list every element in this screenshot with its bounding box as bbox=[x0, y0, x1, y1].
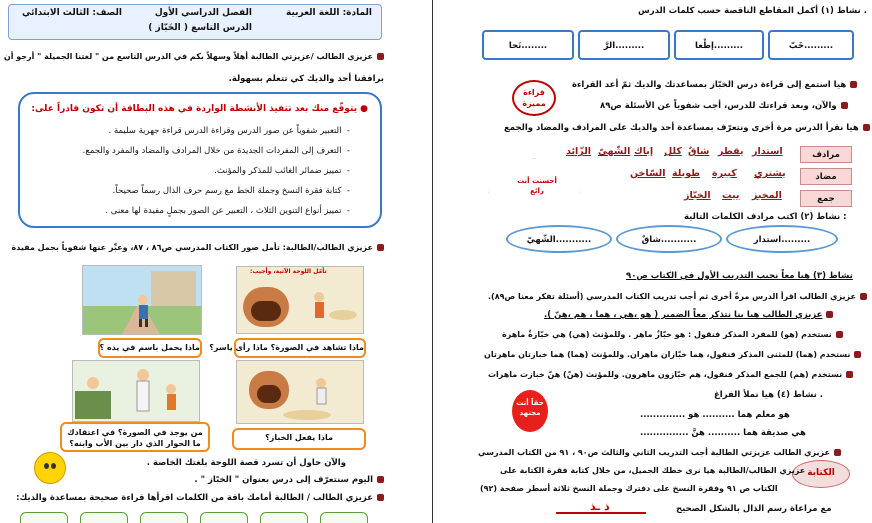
balloon-icon: حقاً أنت مجتهد bbox=[512, 390, 548, 432]
syllable-box[interactable]: نَحا........ bbox=[482, 30, 574, 60]
writing-line-2: الكتاب ص ٩١ وفقرة النسخ على دفترك وجملة النسخ ثلاثة أسطر صفحة (٩٢) bbox=[480, 484, 778, 493]
activity-4-title: نشاط (٤) هيا نملأ الفراغ . bbox=[714, 390, 824, 400]
term-label: الفصل الدراسي الأول bbox=[154, 8, 252, 18]
activity-3-text-2: عزيزي الطالب هيا بنا نتذكر معاً الضمير ( هو ،هي ، هما ، هم ،هنّ ). bbox=[544, 310, 823, 320]
bullet-icon bbox=[863, 124, 870, 131]
fill-line-2: هي صديقة هما .......... هنَّ ............... bbox=[640, 428, 806, 438]
left-page bbox=[0, 0, 392, 523]
vocab-word: كلل bbox=[664, 146, 682, 157]
vocab-word: يشتري bbox=[754, 168, 786, 179]
bullet-icon bbox=[836, 331, 843, 338]
picture-question-caption: ماذا يفعل الخباز؟ bbox=[232, 428, 366, 450]
pronoun-line bbox=[502, 330, 843, 339]
objective-text: تمييز أنواع التنوين الثلاث ، التعبير عن الصور بجملٍ مفيدة لها معنى . bbox=[105, 206, 342, 216]
plural-label: جمع bbox=[800, 190, 852, 207]
vocab-word: الزّائد bbox=[566, 146, 592, 157]
objective-text: تمييز ضمائر الغائب للمذكر والمؤنث. bbox=[214, 166, 342, 176]
activity-3-text-1: عزيزي الطالب اقرأ الدرس مرةً أخرى ثم أجب تدريب الكتاب المدرسي (أسئلة تفكر معنا ص٨٩). bbox=[488, 292, 856, 301]
pronoun-text: نستخدم (هما) للمثنى المذكر فنقول، هما خبّازان ماهران. وللمؤنث (هما) هما خبازتان ماهرتان bbox=[484, 350, 851, 359]
activity-2-title: نشاط (٢) اكتب مرادف الكلمات التالية : bbox=[684, 212, 847, 222]
word-card bbox=[80, 512, 128, 523]
story-prompt: والآن حاول أن تسرد قصة اللوحة بلغتك الخاصة . bbox=[146, 458, 346, 468]
listen-line bbox=[572, 80, 857, 90]
page-divider bbox=[432, 0, 433, 523]
words-instruction bbox=[16, 493, 384, 503]
vocab-word: طويلة bbox=[672, 168, 701, 179]
antonym-label: مضاد bbox=[800, 168, 852, 185]
syllable-box[interactable]: خَبّ......... bbox=[768, 30, 854, 60]
picture-question-caption: من يوجد في الصورة؟ في اعتقادك ما الحوار الذي دار بين الأب وابنه؟ bbox=[60, 422, 210, 452]
baker-picture bbox=[236, 360, 364, 424]
vocab-word: المخبز bbox=[752, 190, 782, 201]
writing-line-3: مع مراعاة رسم الذال بالشكل الصحيح bbox=[676, 504, 832, 514]
bullet-icon bbox=[826, 311, 833, 318]
bullet-icon bbox=[841, 102, 848, 109]
vocab-word: إباك bbox=[634, 146, 654, 157]
vocab-word: شاقٌ bbox=[688, 146, 710, 157]
objectives-title-text: يتوقّع منك بعد تنفيذ الأنشطة الواردة في هذه البطاقة أن تكون قادراً على: bbox=[31, 104, 357, 114]
baker-illustration bbox=[236, 361, 363, 424]
praise-star-text: أحسنت أنت رائع bbox=[517, 177, 557, 195]
pronoun-line bbox=[488, 370, 853, 379]
objective-text: كتابة فقرة النسخ وجملة الخط مع رسم حرف الذال رسماً صحيحاً. bbox=[112, 186, 342, 196]
bakery-illustration bbox=[236, 267, 363, 334]
pronoun-text: نستخدم (هو) للمفرد المذكر فنقول : هو خبّازٌ ماهر . وللمؤنث (هي) هي خبّازةٌ ماهرة bbox=[502, 330, 832, 339]
activity-1-title: نشاط (١) أكمل المقاطع الناقصة حسب كلمات الدرس . bbox=[638, 6, 867, 16]
smiley-icon bbox=[34, 452, 66, 484]
vocab-word: الشّهيّ bbox=[598, 146, 631, 157]
answer-text: والآن، وبعد قراءتك للدرس، أجب شفوياً عن الأسئلة ص٨٩ bbox=[600, 101, 837, 111]
objective-item: - تمييز أنواع التنوين الثلاث ، التعبير عن الصور بجملٍ مفيدة لها معنى . bbox=[105, 206, 350, 216]
bullet-icon bbox=[834, 449, 841, 456]
objective-item: - كتابة فقرة النسخ وجملة الخط مع رسم حرف الذال رسماً صحيحاً. bbox=[112, 186, 350, 196]
word-card bbox=[320, 512, 368, 523]
grade-label: الصف: الثالث الابتدائي bbox=[22, 8, 122, 18]
activity-3-title: نشاط (٣) هيا معاً نجيب التدريب الأول في الكتاب ص٩٠ bbox=[626, 271, 853, 281]
objectives-title: ● يتوقّع منك بعد تنفيذ الأنشطة الواردة في هذه البطاقة أن تكون قادراً على: bbox=[31, 104, 368, 114]
objective-item: - التعرف إلى المفردات الجديدة من خلال المرادف والمضاد والمفرد والجمع. bbox=[82, 146, 350, 156]
welcome-text-1: عزيزي الطالب /عزيزتي الطالبة أهلاً وسهلاً بكم في الدرس التاسع من " لغتنا الجميلة " أرجو أن bbox=[3, 52, 373, 61]
pronoun-line bbox=[484, 350, 861, 359]
objective-item: - التعبير شفوياً عن صور الدرس وقراءة الدرس قراءة جهرية سليمة . bbox=[108, 126, 350, 136]
syllable-box[interactable]: الرَّ......... bbox=[578, 30, 670, 60]
bullet-icon bbox=[846, 371, 853, 378]
objective-item: - تمييز ضمائر الغائب للمذكر والمؤنث. bbox=[214, 166, 350, 176]
training-text: عزيزي الطالب عزيزتي الطالبة أجب التدريب الثاني والثالث ص٩٠ ، ٩١ من الكتاب المدرسي bbox=[478, 448, 830, 457]
writing-line-1: عزيزي الطالب/الطالبة هيا نرى خطك الجميل، من خلال كتابة فقرة الكتابة على bbox=[500, 466, 806, 475]
family-illustration bbox=[72, 361, 199, 422]
answer-line bbox=[600, 101, 848, 111]
word-card bbox=[140, 512, 188, 523]
bullet-icon bbox=[377, 476, 384, 483]
bullet-icon bbox=[850, 81, 857, 88]
bakery-picture bbox=[236, 266, 364, 334]
boy-walking-illustration bbox=[82, 266, 201, 335]
boy-walking-picture bbox=[82, 265, 202, 335]
word-card bbox=[20, 512, 68, 523]
family-picture bbox=[72, 360, 200, 422]
objective-text: التعبير شفوياً عن صور الدرس وقراءة الدرس قراءة جهرية سليمة . bbox=[108, 126, 342, 136]
synonym-answer-oval[interactable]: استدار......... bbox=[726, 225, 838, 253]
picture-sign: تأمّل اللوحة الآتية، وأجيب: bbox=[250, 268, 327, 275]
vocab-word: استدار bbox=[752, 146, 783, 157]
synonym-label: مرادف bbox=[800, 146, 852, 163]
tracing-letters: ذ ـذ bbox=[590, 500, 610, 513]
activity-3-line-1 bbox=[488, 292, 867, 301]
objective-text: التعرف إلى المفردات الجديدة من خلال المرادف والمضاد والمفرد والجمع. bbox=[82, 146, 342, 156]
synonym-answer-oval[interactable]: شاقٌ........... bbox=[616, 225, 722, 253]
welcome-line-2: برافقنا أحد والديك كي تتعلم بسهولة. bbox=[228, 74, 384, 84]
bullet-icon bbox=[377, 494, 384, 501]
activity-3-line-2 bbox=[544, 310, 833, 320]
vocab-word: الخبّاز bbox=[684, 190, 711, 201]
picture-question-caption: ماذا تشاهد في الصورة؟ ماذا رأى ياسر؟ bbox=[234, 338, 366, 358]
pronoun-text: نستخدم (هم) للجمع المذكر فنقول، هم خبّازون ماهرون. وللمؤنث (هنّ) هنّ خبازت ماهرات bbox=[488, 370, 843, 379]
vocab-word: السّاخن bbox=[630, 168, 666, 179]
pictures-instruction-text: عزيزي الطالب/الطالبة: تأمل صور الكتاب المدرسي ص٨٦ ، ٨٧، وعبِّر عنها شفوياً بجمل مفيدة bbox=[11, 243, 373, 252]
welcome-line-1 bbox=[4, 52, 384, 61]
training-line bbox=[478, 448, 841, 457]
vocab-word: كبيرة bbox=[712, 168, 737, 179]
writing-badge: الكتابة bbox=[792, 460, 850, 488]
synonym-answer-oval[interactable]: الشّهيّ........... bbox=[506, 225, 612, 253]
objectives-box bbox=[18, 92, 382, 228]
subject-label: المادة: اللغة العربية bbox=[285, 8, 372, 18]
word-card bbox=[260, 512, 308, 523]
today-lesson-text: اليوم سنتعرّف إلى درس بعنوان " الخبّاز " . bbox=[194, 475, 373, 485]
fill-line-1: هو معلم هما .......... هو .............. bbox=[640, 410, 790, 420]
letter-tracing-line bbox=[556, 512, 646, 523]
pictures-instruction bbox=[11, 243, 384, 252]
picture-question-caption: ماذا يحمل باسم في يده ؟ bbox=[98, 338, 202, 358]
synonyms-text: هيا نقرأ الدرس مرة أخرى ونتعرّف بمساعدة أحد والديك على المرادف والمضاد والجمع bbox=[504, 123, 859, 133]
bullet-icon bbox=[377, 244, 384, 251]
syllable-box[interactable]: إطْعا......... bbox=[674, 30, 764, 60]
words-instruction-text: عزيزي الطالب / الطالبة أمامك باقة من الكلمات اقرأها قراءة صحيحة بمساعدة والديك: bbox=[16, 493, 373, 503]
reading-badge: قراءة مميزة bbox=[512, 80, 556, 116]
synonyms-line bbox=[504, 123, 870, 133]
bullet-icon bbox=[854, 351, 861, 358]
listen-text: هيا استمع إلى قراءة درس الخبّاز بمساعدتك والديك ثمّ أعد القراءة bbox=[572, 80, 847, 90]
vocab-word: يقطر bbox=[718, 146, 744, 157]
word-card bbox=[200, 512, 248, 523]
bullet-icon bbox=[860, 293, 867, 300]
vocab-word: بيت bbox=[722, 190, 740, 201]
lesson-title: الدرس التاسع ( الخَبّاز ) bbox=[148, 23, 252, 33]
today-lesson-line bbox=[194, 475, 384, 485]
bullet-icon bbox=[377, 53, 384, 60]
